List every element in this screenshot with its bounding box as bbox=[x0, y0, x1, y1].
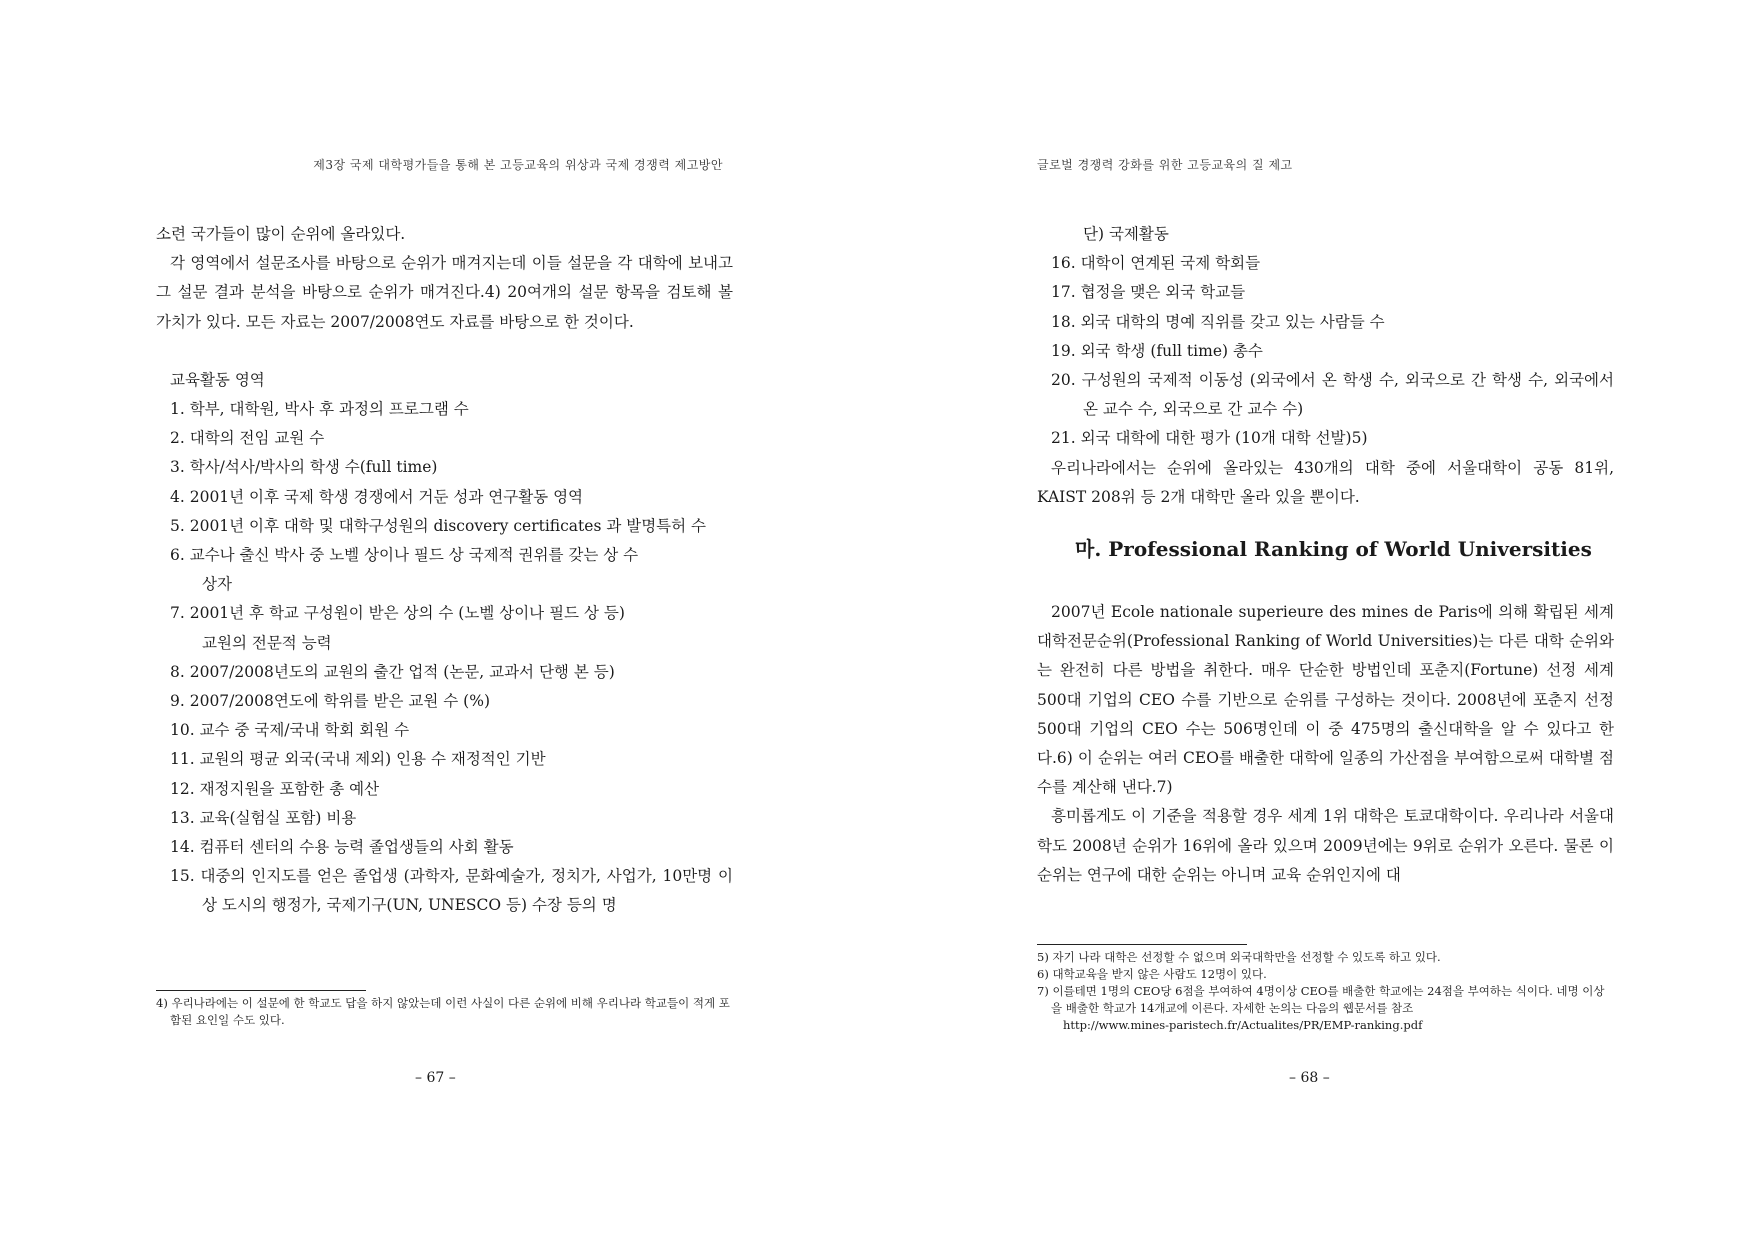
list-item: 13. 교육(실험실 포함) 비용 bbox=[170, 808, 357, 827]
list-item: 9. 2007/2008연도에 학위를 받은 교원 수 (%) bbox=[170, 692, 490, 711]
section-title: 마. Professional Ranking of World Universities bbox=[1075, 537, 1592, 562]
list-item: 17. 협정을 맺은 외국 학교들 bbox=[1051, 283, 1246, 302]
footnotes bbox=[1037, 944, 1614, 1034]
left-page bbox=[0, 0, 876, 1240]
sub-label: 상자 bbox=[202, 575, 232, 594]
footnote-url: http://www.mines-paristech.fr/Actualites/PR/EMP-ranking.pdf bbox=[1063, 1018, 1423, 1032]
page-number: – 67 – bbox=[415, 1070, 456, 1086]
list-item: 5. 2001년 이후 대학 및 대학구성원의 discovery certificates 과 발명특허 수 bbox=[170, 516, 707, 535]
running-head: 제3장 국제 대학평가들을 통해 본 고등교육의 위상과 국제 경쟁력 제고방안 bbox=[313, 158, 723, 172]
footnote: 7) 이를테면 1명의 CEO당 6점을 부여하여 4명이상 CEO를 배출한 학교에는 24점을 부여하는 식이다. 네명 이상을 배출한 학교가 14개교에 이른다. 자세한 논의는 다음의 웹문서를 참조 bbox=[1037, 984, 1605, 1015]
list-item: 10. 교수 중 국제/국내 학회 회원 수 bbox=[170, 721, 410, 740]
page-content bbox=[156, 220, 733, 921]
paragraph: 소련 국가들이 많이 순위에 올라있다. bbox=[156, 225, 406, 243]
list-item: 12. 재정지원을 포함한 총 예산 bbox=[170, 779, 380, 798]
sub-label: 교원의 전문적 능력 bbox=[202, 633, 332, 652]
paragraph: 우리나라에서는 순위에 올라있는 430개의 대학 중에 서울대학이 공동 81위, KAIST 208위 등 2개 대학만 올라 있을 뿐이다. bbox=[1037, 458, 1614, 506]
list-item: 14. 컴퓨터 센터의 수용 능력 졸업생들의 사회 활동 bbox=[170, 838, 514, 857]
paragraph: 흥미롭게도 이 기준을 적용할 경우 세계 1위 대학은 토쿄대학이다. 우리나라 서울대학도 2008년 순위가 16위에 올라 있으며 2009년에는 9위로 순위가 오른다. 물론 이 순위는 연구에 대한 순위는 아니며 교육 순위인지에 대 bbox=[1037, 807, 1614, 884]
list-item: 15. 대중의 인지도를 얻은 졸업생 (과학자, 문화예술가, 정치가, 사업가, 10만명 이상 도시의 행정가, 국제기구(UN, UNESCO 등) 수장 등의 명 bbox=[170, 867, 733, 915]
list-item: 2. 대학의 전임 교원 수 bbox=[170, 429, 325, 448]
list-item: 4. 2001년 이후 국제 학생 경쟁에서 거둔 성과 연구활동 영역 bbox=[170, 487, 584, 506]
list-item: 1. 학부, 대학원, 박사 후 과정의 프로그램 수 bbox=[170, 400, 469, 419]
section-heading: 교육활동 영역 bbox=[170, 370, 265, 389]
list-item: 19. 외국 학생 (full time) 총수 bbox=[1051, 341, 1263, 360]
list-item: 21. 외국 대학에 대한 평가 (10개 대학 선발)5) bbox=[1051, 429, 1368, 448]
list-item: 18. 외국 대학의 명예 직위를 갖고 있는 사람들 수 bbox=[1051, 312, 1385, 331]
list-item: 8. 2007/2008년도의 교원의 출간 업적 (논문, 교과서 단행 본 등) bbox=[170, 662, 615, 681]
footnote-rule bbox=[156, 990, 366, 991]
list-item: 3. 학사/석사/박사의 학생 수(full time) bbox=[170, 458, 438, 477]
paragraph: 2007년 Ecole nationale superieure des mines de Paris에 의해 확립된 세계대학전문순위(Professional Ranking of World Universities)는 다른 대학 순위와는 완전히 다른 방법을 취한다. 매우 단순한 방법인데 포춘지(Fortune) 선정 세계 500대 기업의 CEO 수를 기반으로 순위를 구성하는 것이다. 2008년에 포춘지 선정 500대 기업의 CEO 수는 506명인데 이 중 475명의 출신대학을 알 수 있다고 한다.6) 이 순위는 여러 CEO를 배출한 대학에 일종의 가산점을 부여함으로써 대학별 점수를 계산해 낸다.7) bbox=[1037, 603, 1614, 797]
page-number: – 68 – bbox=[1289, 1070, 1330, 1086]
footnote-rule bbox=[1037, 944, 1247, 945]
page-content bbox=[1037, 220, 1614, 890]
footnote: 6) 대학교육을 받지 않은 사람도 12명이 있다. bbox=[1037, 967, 1267, 981]
list-item: 6. 교수나 출신 박사 중 노벨 상이나 필드 상 국제적 권위를 갖는 상 수 bbox=[170, 546, 639, 565]
list-item: 11. 교원의 평균 외국(국내 제외) 인용 수 재정적인 기반 bbox=[170, 750, 546, 769]
sub-label: 단) 국제활동 bbox=[1083, 225, 1169, 243]
footnote: 4) 우리나라에는 이 설문에 한 학교도 답을 하지 않았는데 이런 사실이 다른 순위에 비해 우리나라 학교들이 적게 포함된 요인일 수도 있다. bbox=[156, 996, 730, 1027]
paragraph: 각 영역에서 설문조사를 바탕으로 순위가 매겨지는데 이들 설문을 각 대학에 보내고 그 설문 결과 분석을 바탕으로 순위가 매겨진다.4) 20여개의 설문 항목을 검토해 볼 가치가 있다. 모든 자료는 2007/2008연도 자료를 바탕으로 한 것이다. bbox=[156, 254, 733, 331]
footnote: 5) 자기 나라 대학은 선정할 수 없으며 외국대학만을 선정할 수 있도록 하고 있다. bbox=[1037, 950, 1441, 964]
list-item: 7. 2001년 후 학교 구성원이 받은 상의 수 (노벨 상이나 필드 상 등) bbox=[170, 604, 625, 623]
running-head: 글로벌 경쟁력 강화를 위한 고등교육의 질 제고 bbox=[1037, 158, 1293, 172]
right-page bbox=[876, 0, 1753, 1240]
footnotes bbox=[156, 990, 733, 1029]
list-item: 20. 구성원의 국제적 이동성 (외국에서 온 학생 수, 외국으로 간 학생 수, 외국에서 온 교수 수, 외국으로 간 교수 수) bbox=[1051, 371, 1614, 419]
list-item: 16. 대학이 연계된 국제 학회들 bbox=[1051, 254, 1261, 273]
